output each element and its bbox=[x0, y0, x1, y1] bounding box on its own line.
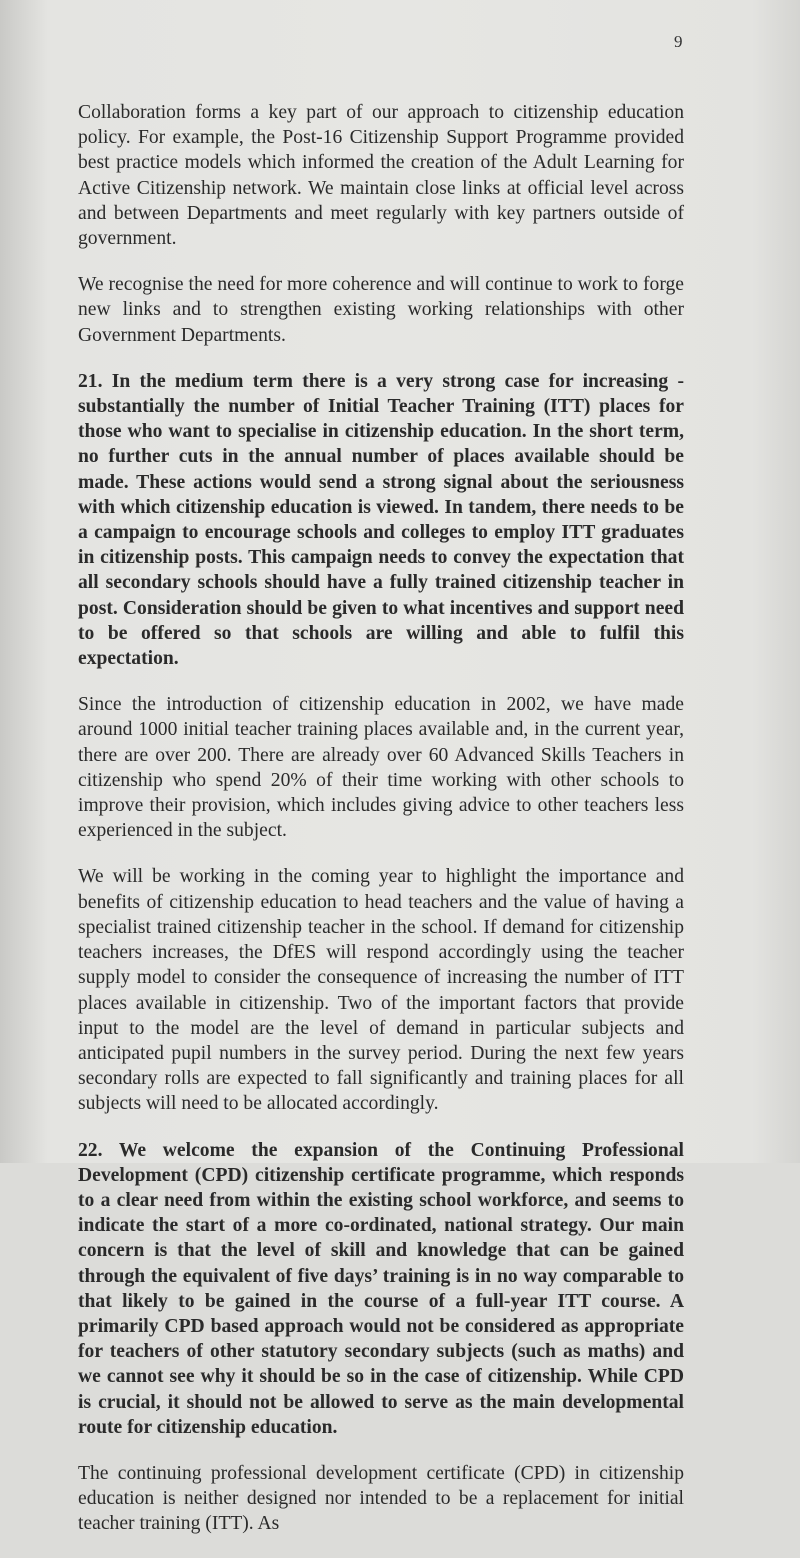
recommendation-22: 22. We welcome the expansion of the Continuing Professional Development (CPD) citizenship certificate programme, which responds to a clear need from within the existing school workforce, and seems to indicate the start of a more co-ordinated, national strategy. Our main concern is that the level of skill and knowledge that can be gained through the equivalent of five days’ training is in no way comparable to that likely to be gained in the course of a full-year ITT course. A primarily CPD based approach would not be considered as appropriate for teachers of other statutory secondary subjects (such as maths) and we cannot see why it should be so in the case of citizenship. While CPD is crucial, it should not be allowed to serve as the main developmental route for citizenship education. bbox=[78, 1139, 684, 1438]
body-text bbox=[78, 100, 684, 1558]
paragraph-coherence: We recognise the need for more coherence and will continue to work to forge new links and to strengthen existing working relationships with other Government Departments. bbox=[78, 274, 684, 346]
paragraph-cpd-certificate: The continuing professional development certificate (CPD) in citizenship education is neither designed nor intended to be a replacement for initial teacher training (ITT). As bbox=[78, 1462, 684, 1535]
paragraph-coming-year: We will be working in the coming year to highlight the importance and benefits of citizenship education to head teachers and the value of having a specialist trained citizenship teacher in the school. If demand for citizenship teachers increases, the DfES will respond accordingly using the teacher supply model to consider the consequence of increasing the number of ITT places available in citizenship. Two of the important factors that provide input to the model are the level of demand in particular subjects and anticipated pupil numbers in the survey period. During the next few years secondary rolls are expected to fall significantly and training places for all subjects will need to be allocated accordingly. bbox=[78, 866, 684, 1115]
page-number: 9 bbox=[674, 32, 683, 51]
paragraph-itt-places: Since the introduction of citizenship education in 2002, we have made around 1000 initial teacher training places available and, in the current year, there are over 200. There are already over 60 Advanced Skills Teachers in citizenship who spend 20% of their time working with other schools to improve their provision, which includes giving advice to other teachers less experienced in the subject. bbox=[78, 694, 684, 842]
recommendation-21: 21. In the medium term there is a very strong case for increasing -substantially the number of Initial Teacher Training (ITT) places for those who want to specialise in citizenship education. In the short term, no further cuts in the annual number of places available should be made. These actions would send a strong signal about the seriousness with which citizenship education is viewed. In tandem, there needs to be a campaign to encourage schools and colleges to employ ITT graduates in citizenship posts. This campaign needs to convey the expectation that all secondary schools should have a fully trained citizenship teacher in post. Consideration should be given to what incentives and support need to be offered so that schools are willing and able to fulfil this expectation. bbox=[78, 370, 684, 670]
paragraph-collaboration: Collaboration forms a key part of our approach to citizenship education policy. For example, the Post-16 Citizenship Support Programme provided best practice models which informed the creation of the Adult Learning for Active Citizenship network. We maintain close links at official level across and between Departments and meet regularly with key partners outside of government. bbox=[78, 102, 684, 250]
